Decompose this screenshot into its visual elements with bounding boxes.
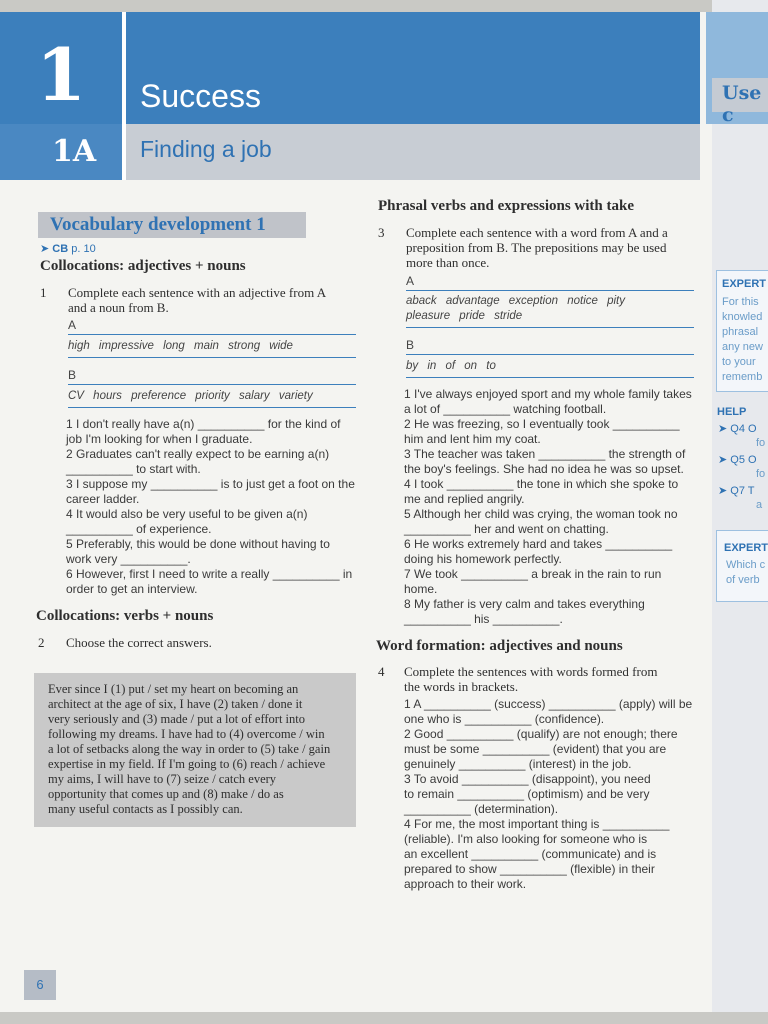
next-page-edge [712, 0, 768, 1024]
list-item: 1 I've always enjoyed sport and my whole family takes [404, 387, 692, 401]
list-item: work very __________. [66, 552, 191, 566]
ex1-words-b: CV hours preference priority salary variety [68, 390, 313, 402]
passage-line: a lot of setbacks along the way in order to (5) take / gain [48, 742, 331, 756]
ex4-number: 4 [378, 664, 385, 679]
ex3-words-a1: aback advantage exception notice pity [406, 295, 625, 307]
list-item: __________ (determination). [404, 802, 559, 816]
scan-top-edge [0, 0, 768, 12]
divider [406, 290, 694, 291]
ex2-instruction: Choose the correct answers. [66, 635, 212, 650]
heading-phrasal-verbs: Phrasal verbs and expressions with take [378, 198, 634, 214]
side-line: any new [722, 341, 763, 353]
workbook-page [0, 12, 712, 1012]
heading-collocations-adj: Collocations: adjectives + nouns [40, 258, 246, 274]
list-item: to remain __________ (optimism) and be very [404, 787, 650, 801]
list-item: prepared to show __________ (flexible) in their [404, 862, 655, 876]
list-item: 1 I don't really have a(n) __________ for the kind of [66, 417, 341, 431]
side-line: phrasal [722, 326, 759, 338]
help-title: HELP [717, 406, 747, 418]
side-line: Which c [726, 559, 766, 571]
passage-line: following my dreams. I have had to (4) overcome / win [48, 727, 325, 741]
ex3-instruction: Complete each sentence with a word from A and a preposition from B. The prepositions may be used more than once. [406, 225, 668, 270]
list-item: (reliable). I'm also looking for someone who is [404, 832, 648, 846]
list-item: must be some __________ (evident) that you are [404, 742, 667, 756]
ex4-instruction: Complete the sentences with words formed from the words in brackets. [404, 664, 658, 694]
list-item: 2 He was freezing, so I eventually took __________ [404, 417, 680, 431]
ex3-words-b: by in of on to [406, 360, 496, 372]
passage-line: many useful contacts as I possibly can. [48, 802, 243, 816]
side-line: of verb [726, 574, 760, 586]
ex1-label-b: B [68, 368, 77, 382]
list-item: me and replied angrily. [404, 492, 525, 506]
divider [68, 407, 356, 408]
list-item: __________ to start with. [66, 462, 201, 476]
help-item: ➤ Q4 O [718, 423, 757, 435]
lesson-title: Finding a job [140, 136, 272, 162]
list-item: 6 He works extremely hard and takes __________ [404, 537, 673, 551]
help-item: a [756, 499, 763, 511]
lesson-code: 1A [0, 124, 122, 180]
list-item: 3 I suppose my __________ is to just get a foot on the [66, 477, 355, 491]
list-item: doing his homework perfectly. [404, 552, 562, 566]
ex3-sentences [404, 387, 692, 627]
ex3-label-b: B [406, 338, 415, 352]
list-item: home. [404, 582, 438, 596]
next-page-title: Use c [722, 82, 762, 126]
list-item: the boy's feelings. She had no idea he was so upset. [404, 462, 684, 476]
ex1-words-a: high impressive long main strong wide [68, 340, 293, 352]
side-line: For this [722, 296, 759, 308]
coursebook-reference[interactable]: ➤ CB p. 10 [40, 243, 96, 255]
ex1-label-a: A [68, 318, 77, 332]
list-item: approach to their work. [404, 877, 527, 891]
list-item: 7 We took __________ a break in the rain to run [404, 567, 662, 581]
side-line: knowled [722, 311, 763, 323]
passage-line: my aims, I will have to (7) seize / catch every [48, 772, 277, 786]
ex3-label-a: A [406, 274, 415, 288]
heading-collocations-verb: Collocations: verbs + nouns [36, 608, 214, 624]
page-number: 6 [24, 970, 56, 1000]
ex3-number: 3 [378, 225, 385, 240]
help-item: ➤ Q7 T [718, 485, 755, 497]
divider [68, 357, 356, 358]
passage-text [48, 682, 348, 817]
passage-line: opportunity that comes up and (8) make / do as [48, 787, 284, 801]
list-item: 2 Graduates can't really expect to be earning a(n) [66, 447, 330, 461]
divider [68, 384, 356, 385]
passage-line: Ever since I (1) put / set my heart on becoming an [48, 682, 299, 696]
list-item: job I'm looking for when I graduate. [66, 432, 253, 446]
list-item: one who is __________ (confidence). [404, 712, 605, 726]
list-item: 4 For me, the most important thing is __________ [404, 817, 670, 831]
ex3-words-a2: pleasure pride stride [406, 310, 523, 322]
help-item: ➤ Q5 O [718, 454, 757, 466]
expert-title: EXPERT [722, 278, 767, 290]
list-item: 5 Preferably, this would be done without having to [66, 537, 330, 551]
list-item: 2 Good __________ (qualify) are not enough; there [404, 727, 678, 741]
passage-line: expertise in my field. If I'm going to (6) reach / achieve [48, 757, 326, 771]
side-line: rememb [722, 371, 763, 383]
vocab-title: Vocabulary development 1 [50, 214, 266, 235]
banner-divider [122, 12, 126, 180]
list-item: 1 A __________ (success) __________ (apply) will be [404, 697, 693, 711]
list-item: a lot of __________ watching football. [404, 402, 607, 416]
list-item: 5 Although her child was crying, the woman took no [404, 507, 678, 521]
divider [68, 334, 356, 335]
list-item: __________ her and went on chatting. [404, 522, 609, 536]
side-line: to your [722, 356, 756, 368]
list-item: __________ his __________. [404, 612, 563, 626]
ex1-sentences [66, 417, 355, 597]
divider [406, 327, 694, 328]
passage-line: architect at the age of six, I have (2) taken / done it [48, 697, 303, 711]
list-item: 6 However, first I need to write a really __________ in [66, 567, 353, 581]
passage-line: very seriously and (3) made / put a lot of effort into [48, 712, 305, 726]
arrow-icon: ➤ [40, 243, 53, 255]
list-item: 4 It would also be very useful to be given a(n) [66, 507, 308, 521]
list-item: an excellent __________ (communicate) and is [404, 847, 657, 861]
ex2-number: 2 [38, 635, 45, 650]
list-item: genuinely __________ (interest) in the job. [404, 757, 632, 771]
heading-word-formation: Word formation: adjectives and nouns [376, 638, 623, 654]
list-item: 4 I took __________ the tone in which she spoke to [404, 477, 679, 491]
list-item: 3 To avoid __________ (disappoint), you need [404, 772, 651, 786]
ex1-instruction: Complete each sentence with an adjective from A and a noun from B. [68, 285, 327, 315]
list-item: __________ of experience. [66, 522, 212, 536]
divider [406, 354, 694, 355]
unit-title: Success [140, 78, 261, 114]
list-item: 3 The teacher was taken __________ the strength of [404, 447, 686, 461]
help-item: fo [756, 437, 766, 449]
divider [406, 377, 694, 378]
scan-bottom-edge [0, 1012, 768, 1024]
unit-number: 1 [35, 32, 87, 117]
help-item: fo [756, 468, 766, 480]
ex1-number: 1 [40, 285, 47, 300]
list-item: career ladder. [66, 492, 140, 506]
expert-title-2: EXPERT [724, 542, 768, 554]
list-item: 8 My father is very calm and takes everything [404, 597, 645, 611]
ex4-sentences [404, 697, 692, 892]
list-item: order to get an interview. [66, 582, 198, 596]
list-item: him and lent him my coat. [404, 432, 541, 446]
